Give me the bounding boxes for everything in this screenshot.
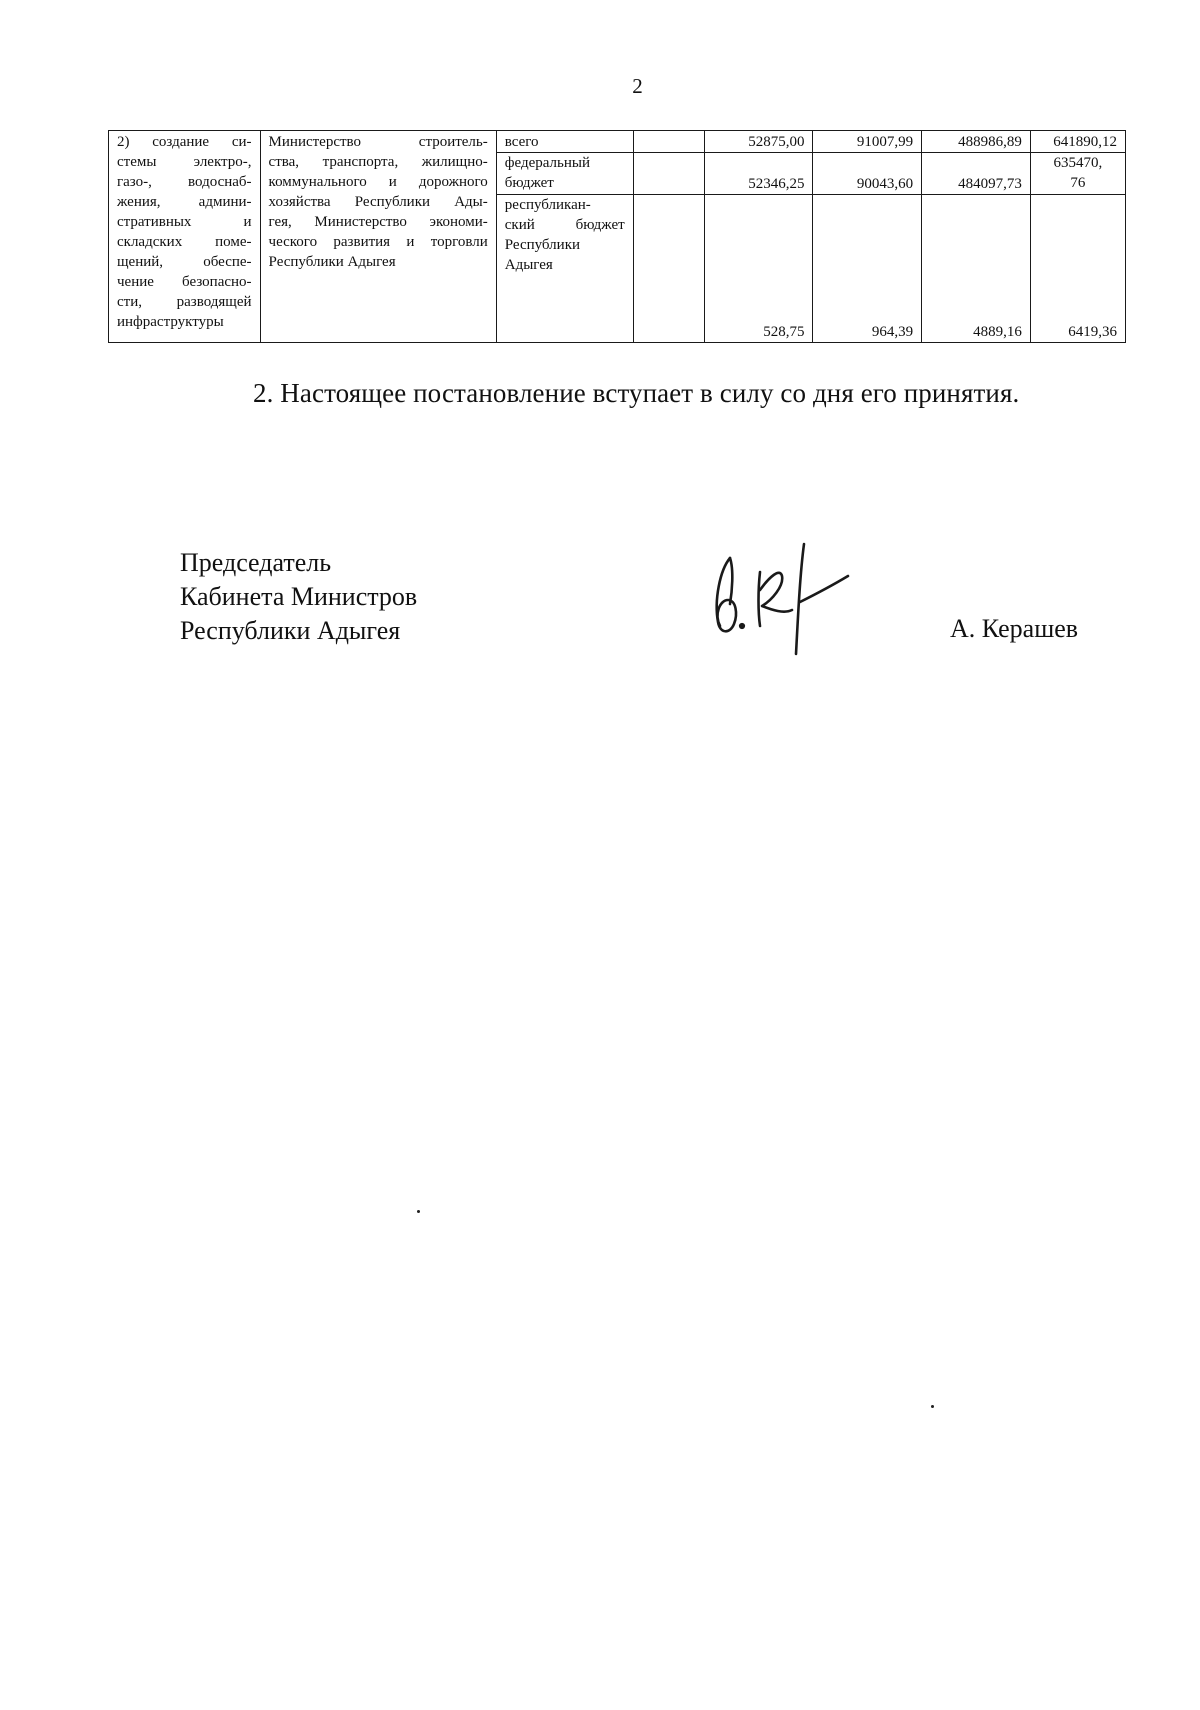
executor-line: Республики Адыгея [268,254,396,270]
value-cell: 488986,89 [922,131,1031,153]
value-line: 635470, [1053,155,1103,171]
item-line: газо-, водоснаб- [117,174,252,190]
executor-line: хозяйства Республики Ады- [268,194,488,210]
executor-line: ства, транспорта, жилищно- [268,154,488,170]
value-cell: 91007,99 [813,131,922,153]
executor-line: ческого развития и торговли [268,234,488,250]
source-cell [496,153,633,195]
item-line: чение безопасно- [117,274,252,290]
signer-title-line: Республики Адыгея [180,616,401,645]
source-line: ский бюджет [504,217,625,233]
value-cell: 964,39 [813,195,922,343]
page-number: 2 [632,74,643,98]
source-cell: всего [496,131,633,153]
executor-line: гея, Министерство экономи- [268,214,488,230]
source-line: Адыгея [504,257,553,273]
item-line: стративных и [117,214,252,230]
item-line: инфраструктуры [117,314,224,330]
empty-cell [633,131,704,153]
signer-title [180,546,417,648]
value-cell: 52875,00 [704,131,813,153]
item-line: жения, админи- [117,194,252,210]
item-line: стемы электро-, [117,154,252,170]
scan-speck [931,1405,934,1408]
signer-name: А. Керашев [950,614,1079,643]
table-row [109,131,1126,153]
clause-text: 2. Настоящее постановление вступает в силу со дня его принятия. [253,378,1020,408]
source-line: федеральный [504,155,590,171]
item-description-cell [109,131,261,343]
source-line: республикан- [504,197,591,213]
signer-title-line: Кабинета Министров [180,582,418,611]
executor-line: Министерство строитель- [268,134,488,150]
value-cell [1030,153,1125,195]
source-line: Республики [504,237,581,253]
financing-table [108,130,1126,343]
item-line: сти, разводящей [117,294,252,310]
value-cell: 4889,16 [922,195,1031,343]
signer-title-line: Председатель [180,548,332,577]
value-line: 76 [1070,175,1086,191]
source-cell [496,195,633,343]
executor-cell [260,131,496,343]
value-cell: 484097,73 [922,153,1031,195]
item-line: щений, обеспе- [117,254,252,270]
executor-line: коммунального и дорожного [268,174,488,190]
empty-cell [633,195,704,343]
item-line: складских поме- [117,234,252,250]
value-cell: 6419,36 [1030,195,1125,343]
value-cell: 52346,25 [704,153,813,195]
value-cell: 641890,12 [1030,131,1125,153]
value-cell: 528,75 [704,195,813,343]
value-cell: 90043,60 [813,153,922,195]
item-line: 2) создание си- [117,134,252,150]
scan-speck [417,1210,420,1213]
handwritten-signature [700,530,880,660]
empty-cell [633,153,704,195]
source-line: бюджет [504,175,554,191]
